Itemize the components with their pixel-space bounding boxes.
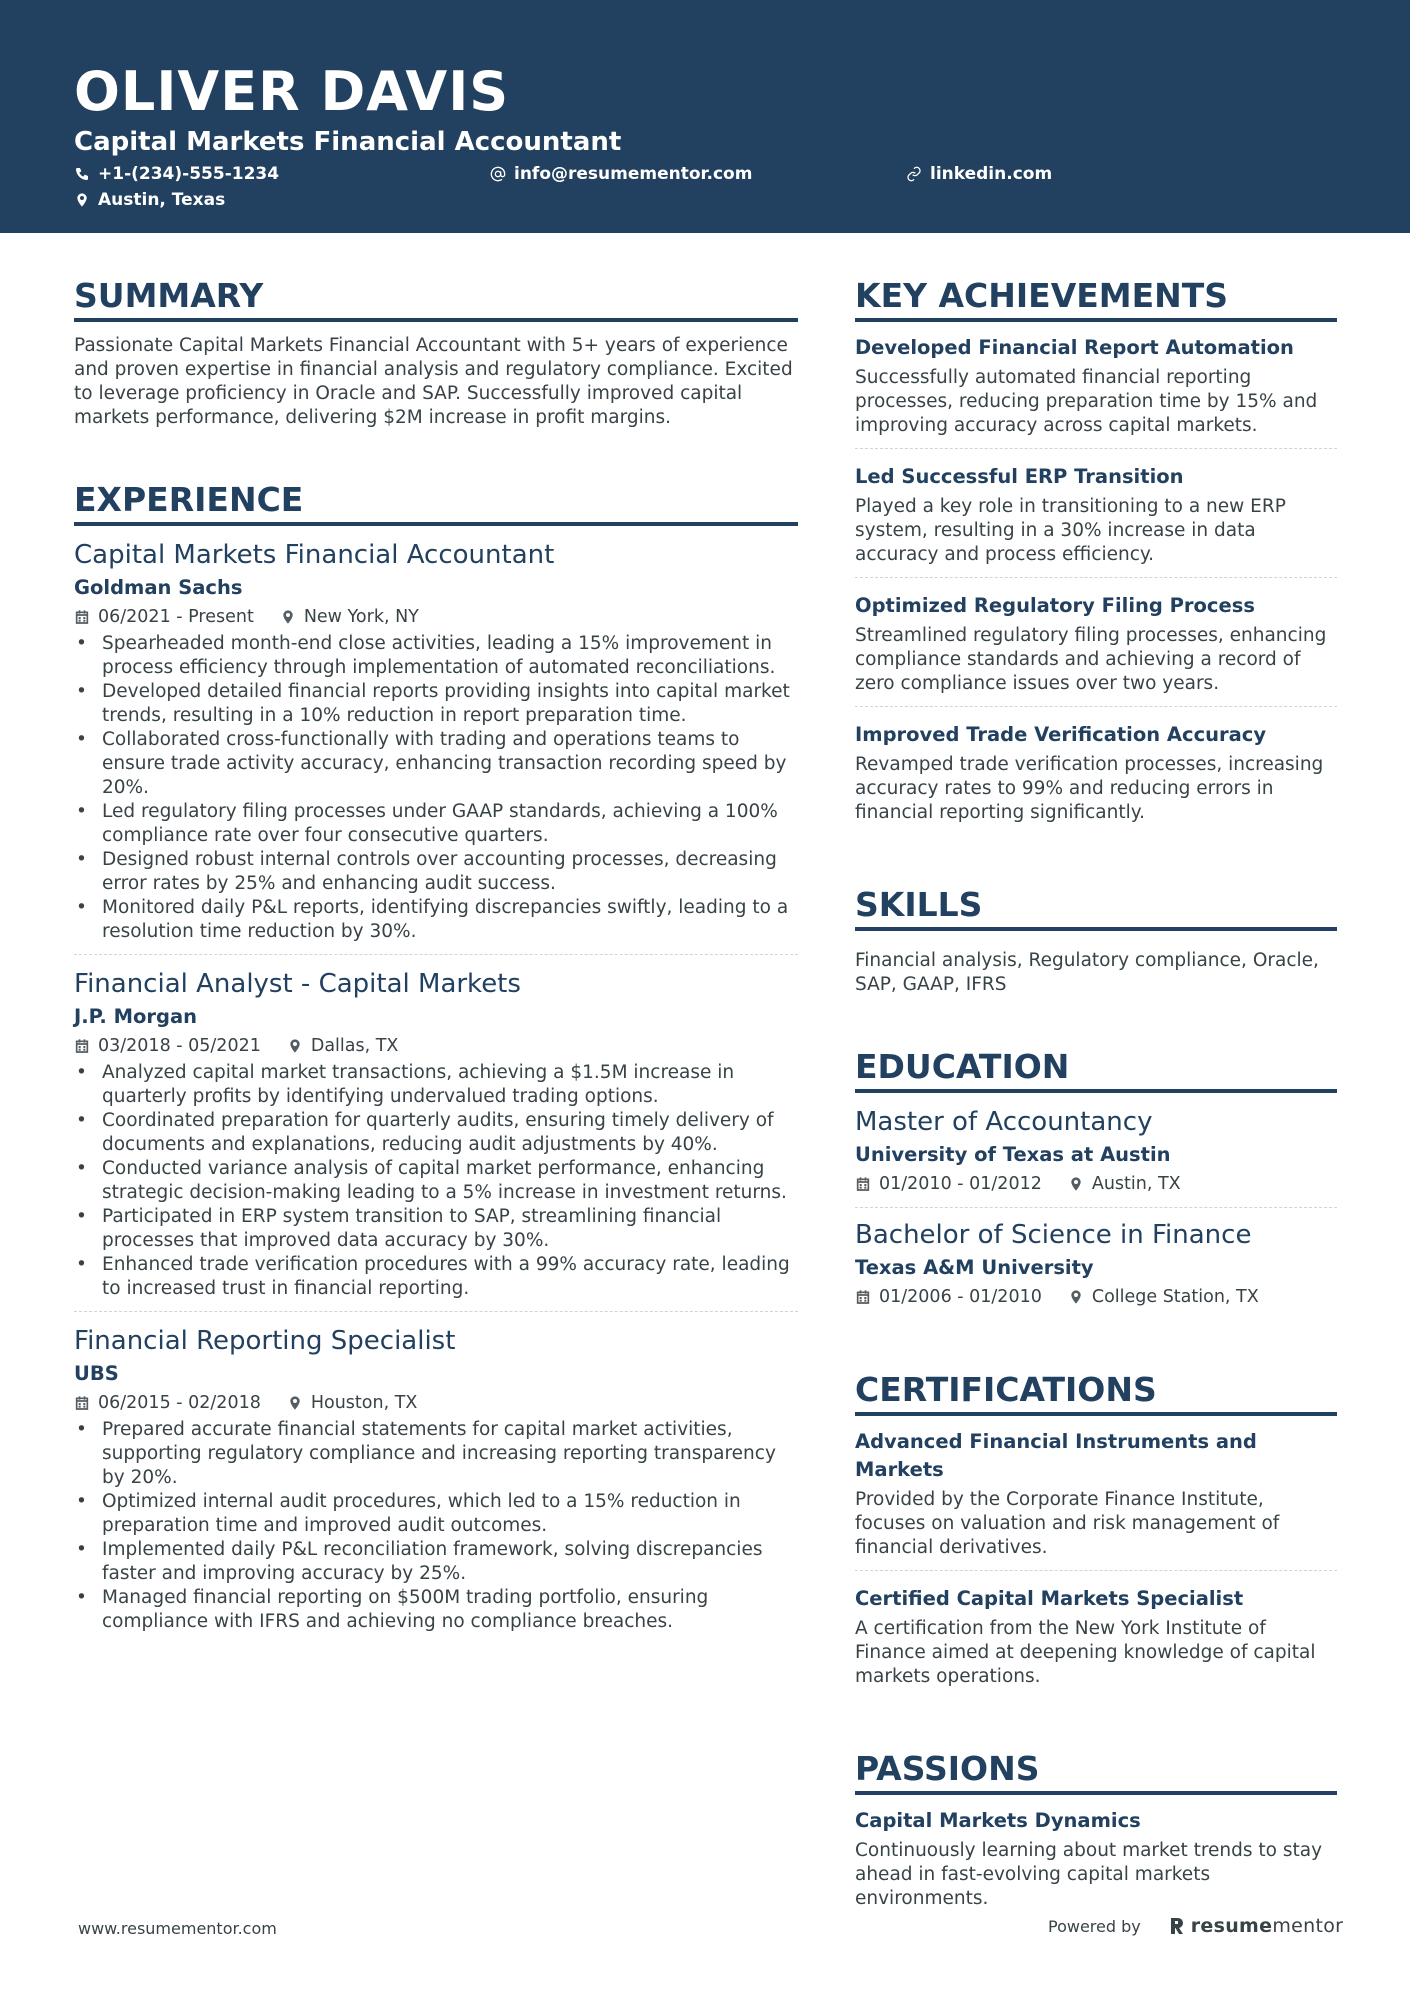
job-bullet: • Collaborated cross-functionally with trading and operations teams to ensure trade activity accuracy, enhancing transaction recording speed by 20%. (74, 728, 798, 800)
education-dates (855, 1171, 1042, 1197)
linkedin-text: linkedin.com (930, 164, 1053, 184)
education-school: Texas A&M University (855, 1256, 1094, 1279)
job-bullet: • Participated in ERP system transition to SAP, streamlining financial processes that improved data accuracy by 30%. (74, 1205, 798, 1253)
education-degree: Bachelor of Science in Finance (855, 1220, 1252, 1250)
calendar-icon (74, 1038, 90, 1054)
map-pin-icon (280, 609, 296, 625)
job-bullet: • Enhanced trade verification procedures with a 99% accuracy rate, leading to increased trust in financial reporting. (74, 1253, 798, 1301)
job-meta (74, 1390, 798, 1416)
job-dates-text: 03/2018 - 05/2021 (98, 1036, 261, 1056)
job-bullet: • Implemented daily P&L reconciliation framework, solving discrepancies faster and improving accuracy by 25%. (74, 1538, 798, 1586)
job-bullet: • Managed financial reporting on $500M trading portfolio, ensuring compliance with IFRS and achieving no compliance breaches. (74, 1586, 798, 1634)
email-text: info@resumementor.com (514, 164, 753, 184)
job-location (287, 1390, 418, 1416)
job-bullet: • Spearheaded month-end close activities, leading a 15% improvement in process efficiency through implementation of automated reconciliations. (74, 632, 798, 680)
powered-by-text: Powered by (1048, 1916, 1141, 1936)
job-company: Goldman Sachs (74, 576, 243, 599)
summary-section (74, 276, 798, 430)
education-location (1068, 1171, 1181, 1197)
calendar-icon (74, 1395, 90, 1411)
job-meta (74, 1033, 798, 1059)
job-bullet: • Conducted variance analysis of capital market performance, enhancing strategic decision-making leading to a 5% increase in investment returns. (74, 1157, 798, 1205)
job-bullets (74, 1418, 798, 1634)
map-pin-icon (287, 1395, 303, 1411)
passion-text: Continuously learning about market trends to stay ahead in fast-evolving capital markets environments. (855, 1840, 1323, 1909)
job-meta (74, 604, 798, 630)
map-pin-icon (74, 192, 90, 208)
job-location (280, 604, 419, 630)
candidate-name: OLIVER DAVIS (74, 60, 510, 123)
job-location-text: New York, NY (303, 607, 419, 627)
passion-title: Capital Markets Dynamics (855, 1809, 1141, 1832)
job-bullet: • Coordinated preparation for quarterly audits, ensuring timely delivery of documents and explanations, reducing audit adjustments by 40%. (74, 1109, 798, 1157)
certification-text: Provided by the Corporate Finance Institute, focuses on valuation and risk management of financial derivatives. (855, 1489, 1280, 1558)
job-dates-text: 06/2021 - Present (98, 607, 254, 627)
achievements-section (855, 276, 1337, 835)
map-pin-icon (1068, 1176, 1084, 1192)
passion-item (855, 1807, 1337, 1921)
candidate-title: Capital Markets Financial Accountant (74, 127, 622, 157)
skills-text: Financial analysis, Regulatory compliance, Oracle, SAP, GAAP, IFRS (855, 950, 1319, 995)
job-bullet: • Monitored daily P&L reports, identifying discrepancies swiftly, leading to a resolution time reduction by 30%. (74, 896, 798, 944)
job-bullets (74, 1061, 798, 1301)
education-meta (855, 1171, 1337, 1197)
summary-heading: SUMMARY (74, 276, 798, 322)
education-school: University of Texas at Austin (855, 1143, 1171, 1166)
passions-heading: PASSIONS (855, 1749, 1337, 1795)
contact-linkedin[interactable] (906, 162, 1052, 186)
job-dates (74, 1033, 261, 1059)
phone-text: +1-(234)-555-1234 (98, 164, 280, 184)
calendar-icon (855, 1176, 871, 1192)
job-bullet: • Prepared accurate financial statements for capital market activities, supporting regulatory compliance and increasing reporting transparency by 20%. (74, 1418, 798, 1490)
job-title: Financial Reporting Specialist (74, 1326, 456, 1356)
experience-section (74, 480, 798, 1644)
certification-item (855, 1585, 1337, 1699)
passions-section (855, 1749, 1337, 1921)
education-location (1068, 1284, 1259, 1310)
certifications-section (855, 1370, 1337, 1699)
link-icon (906, 166, 922, 182)
job-location-text: Dallas, TX (310, 1036, 399, 1056)
calendar-icon (74, 609, 90, 625)
certification-title: Advanced Financial Instruments and Markets (855, 1430, 1257, 1481)
job-entry (74, 967, 798, 1312)
education-heading: EDUCATION (855, 1047, 1337, 1093)
skills-heading: SKILLS (855, 885, 1337, 931)
contact-phone (74, 162, 279, 186)
contact-location (74, 188, 225, 212)
education-location-text: College Station, TX (1091, 1287, 1259, 1307)
brand-bold: resume (1190, 1915, 1273, 1937)
education-dates-text: 01/2010 - 01/2012 (879, 1174, 1042, 1194)
education-item (855, 1105, 1337, 1208)
footer-brand (1048, 1915, 1343, 1937)
contact-email[interactable] (490, 162, 752, 186)
achievement-text: Revamped trade verification processes, increasing accuracy rates to 99% and reducing errors in financial reporting significantly. (855, 754, 1324, 823)
education-dates (855, 1284, 1042, 1310)
certifications-heading: CERTIFICATIONS (855, 1370, 1337, 1416)
education-meta (855, 1284, 1337, 1310)
map-pin-icon (287, 1038, 303, 1054)
job-dates (74, 1390, 261, 1416)
at-sign-icon (490, 166, 506, 182)
skills-section (855, 885, 1337, 997)
achievement-title: Improved Trade Verification Accuracy (855, 723, 1267, 746)
brand-logo[interactable] (1169, 1915, 1344, 1937)
achievement-title: Developed Financial Report Automation (855, 336, 1294, 359)
achievement-text: Successfully automated financial reporting processes, reducing preparation time by 15% and improving accuracy across capital markets. (855, 367, 1318, 436)
job-bullet: • Led regulatory filing processes under GAAP standards, achieving a 100% compliance rate over four consecutive quarters. (74, 800, 798, 848)
footer-website[interactable]: www.resumementor.com (78, 1919, 277, 1938)
achievement-title: Led Successful ERP Transition (855, 465, 1184, 488)
map-pin-icon (1068, 1289, 1084, 1305)
left-column (74, 276, 798, 1656)
achievement-item (855, 334, 1337, 449)
experience-heading: EXPERIENCE (74, 480, 798, 526)
certification-text: A certification from the New York Institute of Finance aimed at deepening knowledge of capital markets operations. (855, 1618, 1316, 1687)
job-bullet: • Optimized internal audit procedures, which led to a 15% reduction in preparation time and improved audit outcomes. (74, 1490, 798, 1538)
job-location-text: Houston, TX (310, 1393, 418, 1413)
achievement-item (855, 592, 1337, 707)
job-entry (74, 1324, 798, 1644)
education-section (855, 1047, 1337, 1320)
education-degree: Master of Accountancy (855, 1107, 1153, 1137)
job-bullet: • Designed robust internal controls over accounting processes, decreasing error rates by 25% and enhancing audit success. (74, 848, 798, 896)
education-item (855, 1218, 1337, 1320)
achievements-heading: KEY ACHIEVEMENTS (855, 276, 1337, 322)
achievement-text: Played a key role in transitioning to a new ERP system, resulting in a 30% increase in data accuracy and process efficiency. (855, 496, 1286, 565)
education-location-text: Austin, TX (1091, 1174, 1181, 1194)
summary-text: Passionate Capital Markets Financial Accountant with 5+ years of experience and proven expertise in financial analysis and regulatory compliance. Excited to leverage proficiency in Oracle and SAP. Successfully improved capital markets performance, delivering $2M increase in profit margins. (74, 335, 793, 428)
location-text: Austin, Texas (98, 190, 226, 210)
job-dates (74, 604, 254, 630)
job-bullet: • Analyzed capital market transactions, achieving a $1.5M increase in quarterly profits by identifying undervalued trading options. (74, 1061, 798, 1109)
certification-item (855, 1428, 1337, 1571)
job-entry (74, 538, 798, 955)
certification-title: Certified Capital Markets Specialist (855, 1587, 1244, 1610)
achievement-item (855, 463, 1337, 578)
job-title: Financial Analyst - Capital Markets (74, 969, 521, 999)
job-bullets (74, 632, 798, 944)
achievement-title: Optimized Regulatory Filing Process (855, 594, 1255, 617)
achievement-text: Streamlined regulatory filing processes, enhancing compliance standards and achieving a record of zero compliance issues over two years. (855, 625, 1327, 694)
calendar-icon (855, 1289, 871, 1305)
right-column (855, 276, 1337, 1921)
phone-icon (74, 166, 90, 182)
brand-logo-icon (1169, 1916, 1185, 1936)
resume-header (0, 0, 1410, 233)
job-title: Capital Markets Financial Accountant (74, 540, 555, 570)
job-bullet: • Developed detailed financial reports providing insights into capital market trends, resulting in a 10% reduction in report preparation time. (74, 680, 798, 728)
achievement-item (855, 721, 1337, 835)
job-location (287, 1033, 399, 1059)
job-dates-text: 06/2015 - 02/2018 (98, 1393, 261, 1413)
job-company: J.P. Morgan (74, 1005, 197, 1028)
education-dates-text: 01/2006 - 01/2010 (879, 1287, 1042, 1307)
brand-light: mentor (1272, 1915, 1344, 1937)
job-company: UBS (74, 1362, 119, 1385)
